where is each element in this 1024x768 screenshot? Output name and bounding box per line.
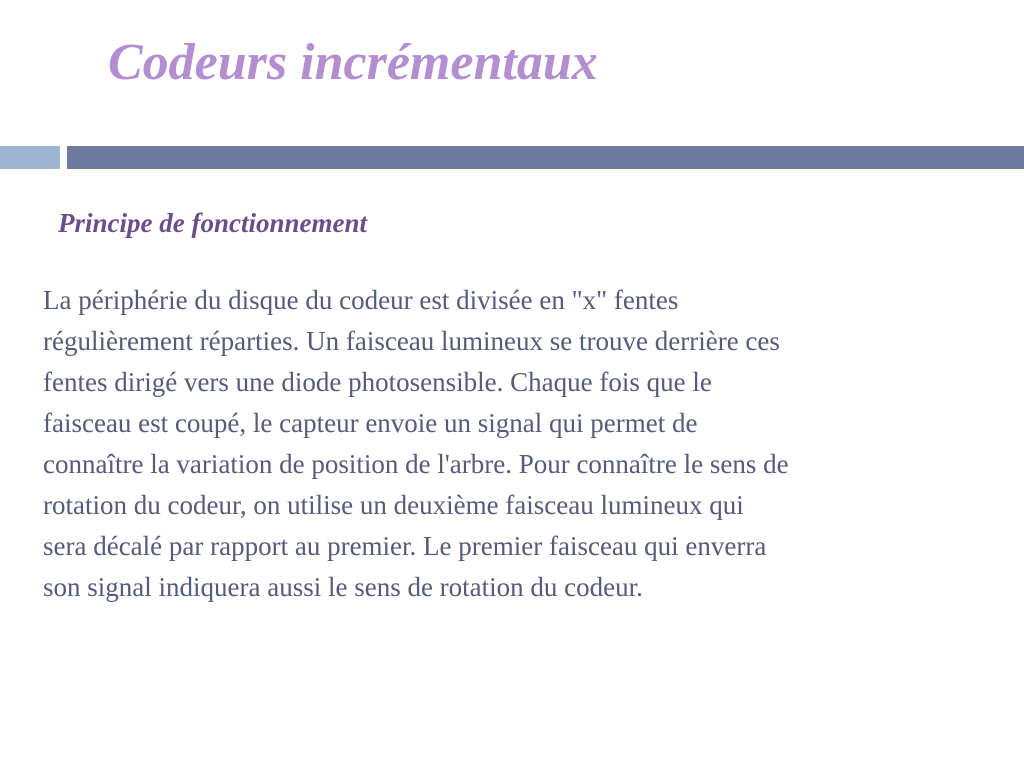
body-line: La périphérie du disque du codeur est divisée en "x" fentes xyxy=(43,285,679,315)
body-line: rotation du codeur, on utilise un deuxième faisceau lumineux qui xyxy=(43,490,744,520)
header-band-left xyxy=(0,146,60,169)
slide-title: Codeurs incrémentaux xyxy=(108,34,598,91)
slide-subtitle: Principe de fonctionnement xyxy=(58,208,367,238)
body-line: sera décalé par rapport au premier. Le premier faisceau qui enverra xyxy=(43,531,767,561)
body-paragraph xyxy=(43,280,1003,608)
body-line: fentes dirigé vers une diode photosensible. Chaque fois que le xyxy=(43,367,712,397)
body-line: faisceau est coupé, le capteur envoie un signal qui permet de xyxy=(43,408,698,438)
body-line: régulièrement réparties. Un faisceau lumineux se trouve derrière ces xyxy=(43,326,780,356)
body-line: connaître la variation de position de l'arbre. Pour connaître le sens de xyxy=(43,449,789,479)
header-band-right xyxy=(67,146,1024,169)
body-line: son signal indiquera aussi le sens de rotation du codeur. xyxy=(43,572,643,602)
